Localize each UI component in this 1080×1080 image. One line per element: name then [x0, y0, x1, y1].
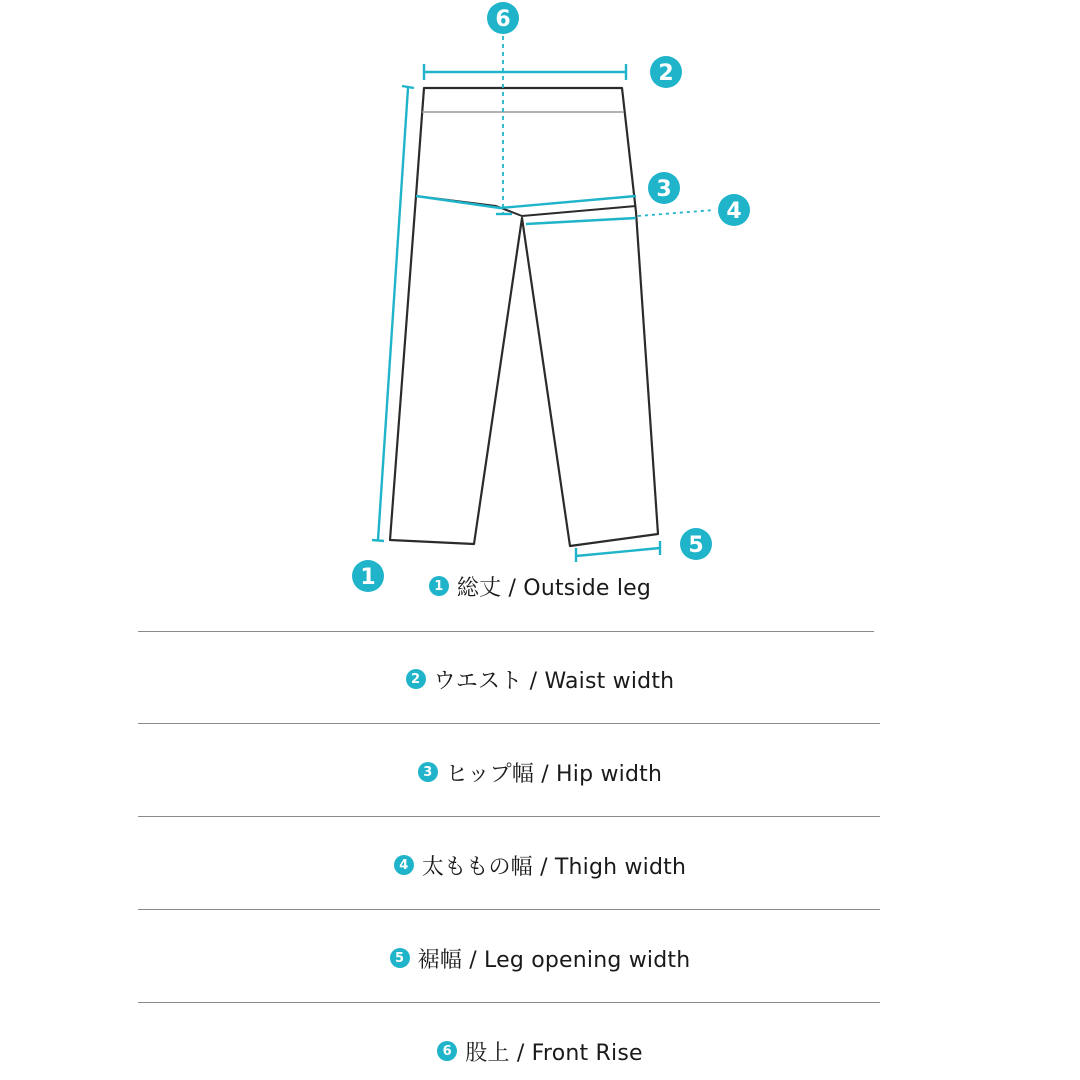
svg-text:3: 3 — [656, 177, 672, 202]
svg-text:2: 2 — [658, 61, 674, 86]
outside-leg-line — [378, 88, 408, 540]
legend-number-badge: 4 — [394, 855, 414, 875]
legend-number-badge: 5 — [390, 948, 410, 968]
legend-item-thigh-width — [0, 845, 1080, 885]
legend-label: ウエスト / Waist width — [433, 668, 675, 694]
legend-label: 太ももの幅 / Thigh width — [421, 854, 687, 880]
marker-3 — [648, 172, 680, 204]
marker-4 — [718, 194, 750, 226]
thigh-line — [526, 218, 636, 224]
divider — [138, 631, 874, 632]
marker-5 — [680, 528, 712, 560]
legend-label: 股上 / Front Rise — [465, 1040, 643, 1066]
legend-item-hip-width — [0, 752, 1080, 792]
legend-number-badge: 2 — [406, 669, 426, 689]
measurement-lines — [372, 36, 714, 562]
leg-opening-line — [576, 548, 660, 556]
divider — [138, 816, 880, 817]
legend-label: ヒップ幅 / Hip width — [445, 761, 663, 787]
marker-2 — [650, 56, 682, 88]
legend-label: 総丈 / Outside leg — [456, 575, 652, 601]
legend-item-leg-opening-width — [0, 938, 1080, 978]
divider — [138, 909, 880, 910]
svg-text:1: 1 — [360, 565, 376, 590]
thigh-leader — [638, 210, 714, 216]
legend-item-front-rise — [0, 1031, 1080, 1071]
divider — [138, 1002, 880, 1003]
legend-number-badge: 6 — [437, 1041, 457, 1061]
pants-left-leg-outline — [390, 88, 658, 546]
number-markers — [352, 2, 750, 592]
svg-text:6: 6 — [495, 7, 511, 32]
legend-number-badge: 1 — [429, 576, 449, 596]
pants-outline — [390, 88, 658, 546]
legend-number-badge: 3 — [418, 762, 438, 782]
legend-item-waist-width — [0, 659, 1080, 699]
svg-text:4: 4 — [726, 199, 742, 224]
legend-label: 裾幅 / Leg opening width — [417, 947, 691, 973]
legend-item-outside-leg — [0, 566, 1080, 606]
marker-6 — [487, 2, 519, 34]
svg-text:5: 5 — [688, 533, 704, 558]
divider — [138, 723, 880, 724]
hip-line — [416, 196, 636, 208]
